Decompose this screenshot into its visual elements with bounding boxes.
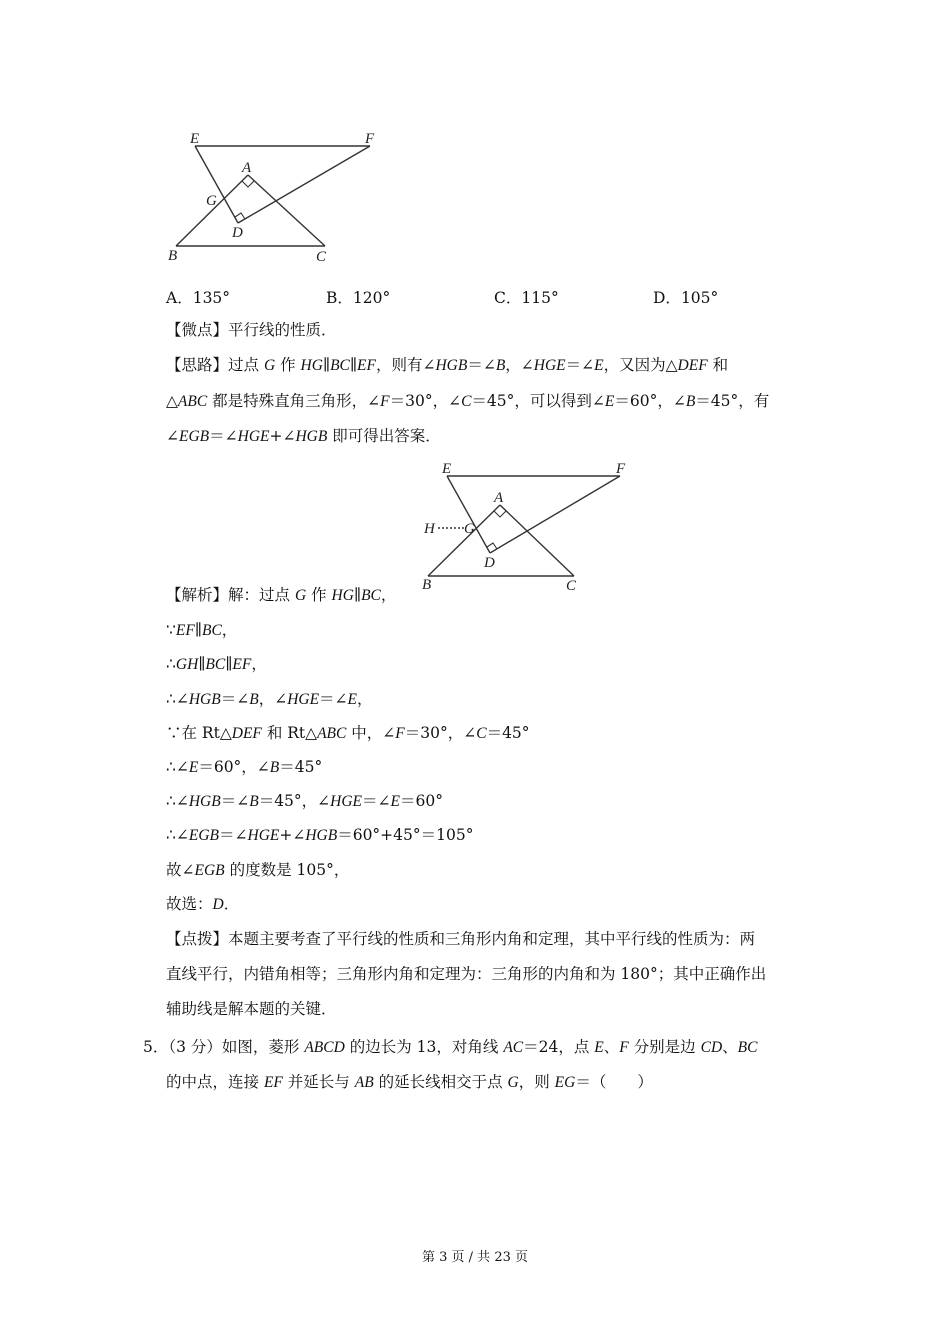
weidian-line: 【微点】平行线的性质． — [166, 321, 337, 339]
option-b[interactable]: B．120° — [326, 289, 391, 307]
label-e: E — [190, 131, 200, 147]
silu-line-1: 【思路】过点 G 作 HG∥BC∥EF，则有∠HGB＝∠B，∠HGE＝∠E，又因为△DEF 和 — [166, 356, 729, 374]
option-d[interactable]: D．105° — [653, 289, 719, 307]
dianbo-line-1: 【点拨】本题主要考查了平行线的性质和三角形内角和定理，其中平行线的性质为：两 — [166, 930, 756, 948]
figure-1 — [160, 125, 400, 270]
silu-line-3: ∠EGB＝∠HGE+∠HGB 即可得出答案． — [166, 427, 441, 445]
label-a: A — [242, 160, 252, 176]
label-g: G — [206, 193, 217, 209]
right-angle-mark-d — [235, 213, 245, 219]
jiexi-line-4: ∴∠HGB＝∠B，∠HGE＝∠E， — [166, 690, 373, 708]
label-d: D — [232, 225, 243, 241]
silu-line-2: △ABC 都是特殊直角三角形，∠F＝30°，∠C＝45°，可以得到∠E＝60°，∠B＝45°，有 — [166, 392, 770, 410]
jiexi-line-8: ∴∠EGB＝∠HGE+∠HGB＝60°+45°＝105° — [166, 826, 474, 844]
dianbo-line-3: 辅助线是解本题的关键． — [166, 1000, 337, 1018]
jiexi-line-1: 【解析】解：过点 G 作 HG∥BC， — [166, 586, 397, 604]
question-5-line-1: 5．（3 分）如图，菱形 ABCD 的边长为 13，对角线 AC＝24，点 E、F 分别是边 CD、BC — [143, 1038, 758, 1056]
right-angle-mark-a — [242, 181, 254, 187]
jiexi-line-10: 故选：D． — [166, 895, 240, 913]
label-h: H — [424, 521, 435, 537]
label-e: E — [442, 461, 452, 477]
right-angle-mark-a — [494, 511, 506, 517]
option-c[interactable]: C．115° — [494, 289, 559, 307]
right-angle-mark-d — [487, 543, 497, 549]
label-c: C — [566, 578, 577, 594]
jiexi-line-7: ∴∠HGB＝∠B＝45°，∠HGE＝∠E＝60° — [166, 792, 443, 810]
label-c: C — [316, 249, 327, 265]
page-footer: 第 3 页 / 共 23 页 — [422, 1250, 528, 1265]
label-f: F — [616, 461, 626, 477]
label-g: G — [464, 521, 475, 537]
label-a: A — [494, 490, 504, 506]
label-f: F — [365, 131, 375, 147]
segment-ed — [195, 146, 238, 223]
jiexi-line-9: 故∠EGB 的度数是 105°， — [166, 861, 350, 879]
jiexi-line-3: ∴GH∥BC∥EF， — [166, 655, 267, 673]
dianbo-line-2: 直线平行，内错角相等；三角形内角和定理为：三角形的内角和为 180°；其中正确作出 — [166, 965, 767, 983]
label-d: D — [484, 555, 495, 571]
jiexi-line-6: ∴∠E＝60°，∠B＝45° — [166, 758, 323, 776]
jiexi-line-5: ∵在 Rt△DEF 和 Rt△ABC 中，∠F＝30°，∠C＝45° — [166, 724, 530, 742]
figure-2 — [414, 455, 644, 600]
label-b: B — [422, 577, 432, 593]
option-a[interactable]: A．135° — [166, 289, 231, 307]
jiexi-line-2: ∵EF∥BC， — [166, 621, 238, 639]
question-5-line-2: 的中点，连接 EF 并延长与 AB 的延长线相交于点 G，则 EG＝（ ） — [166, 1073, 653, 1091]
label-b: B — [168, 248, 178, 264]
segment-ed — [447, 476, 490, 553]
